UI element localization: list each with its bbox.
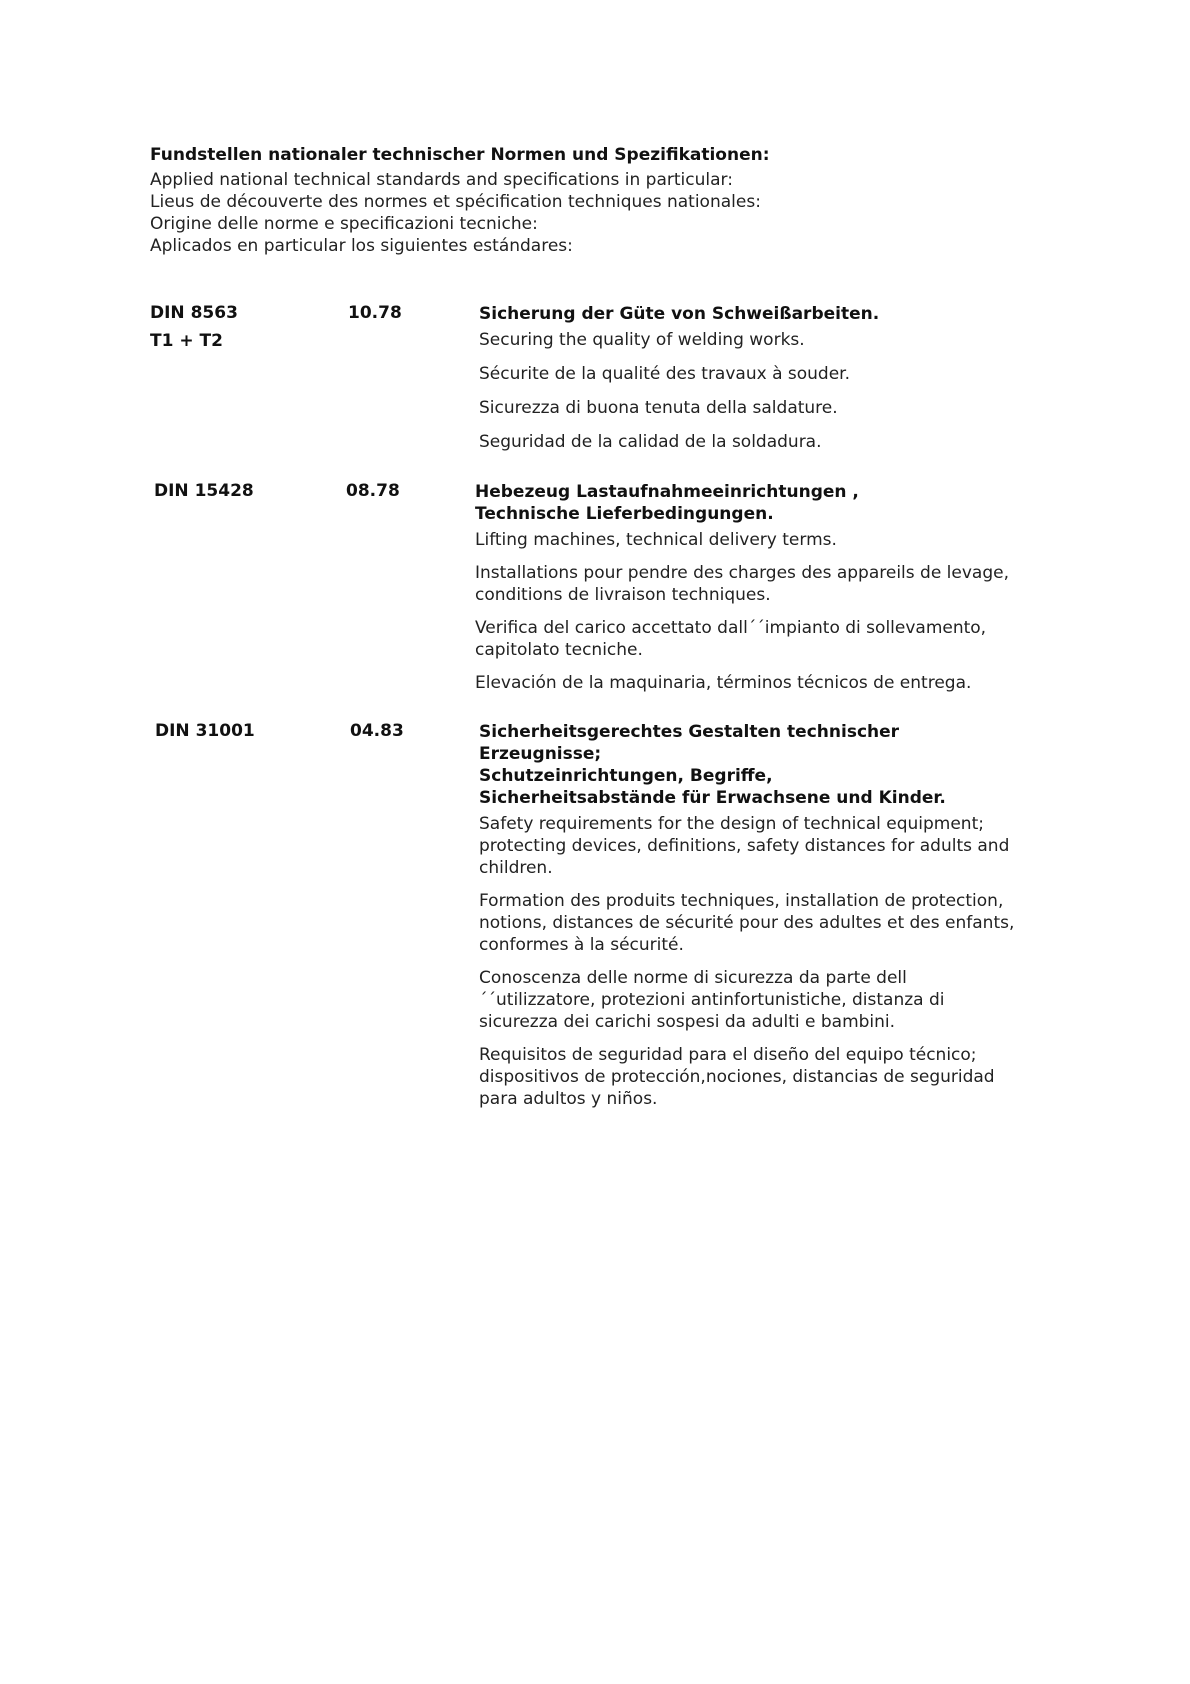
standard-code: DIN 15428 <box>154 481 254 501</box>
translation-es: Requisitos de seguridad para el diseño del equipo técnico; dispositivos de protección,nociones, distancias de seguridad para adultos y niños. <box>479 1045 995 1109</box>
translation-fr: Installations pour pendre des charges des appareils de levage, conditions de livraison techniques. <box>475 563 1009 605</box>
standard-description <box>479 303 1019 465</box>
standard-date: 04.83 <box>350 721 404 741</box>
translation-es: Elevación de la maquinaria, términos técnicos de entrega. <box>475 673 972 693</box>
standard-description <box>475 481 1015 705</box>
standard-title: Hebezeug Lastaufnahmeeinrichtungen , Technische Lieferbedingungen. <box>475 482 859 524</box>
translation-fr: Sécurite de la qualité des travaux à souder. <box>479 364 851 384</box>
heading-line-it: Origine delle norme e specificazioni tecniche: <box>150 214 538 234</box>
standard-description <box>479 721 1019 1121</box>
heading-line-en: Applied national technical standards and specifications in particular: <box>150 170 733 190</box>
translation-it: Verifica del carico accettato dall´´impianto di sollevamento, capitolato tecniche. <box>475 618 987 660</box>
translation-en: Lifting machines, technical delivery terms. <box>475 530 837 550</box>
standard-date: 08.78 <box>346 481 400 501</box>
translation-fr: Formation des produits techniques, installation de protection, notions, distances de sécurité pour des adultes et des enfants, conformes à la sécurité. <box>479 891 1015 955</box>
standard-title: Sicherung der Güte von Schweißarbeiten. <box>479 304 880 324</box>
translation-it: Conoscenza delle norme di sicurezza da parte dell´´utilizzatore, protezioni antinfortunistiche, distanza di sicurezza dei carichi sospesi da adulti e bambini. <box>479 968 945 1032</box>
standard-date: 10.78 <box>348 303 402 323</box>
translation-en: Securing the quality of welding works. <box>479 330 805 350</box>
heading-line-fr: Lieus de découverte des normes et spécification techniques nationales: <box>150 192 761 212</box>
standard-code: DIN 8563 T1 + T2 <box>150 303 238 351</box>
standards-heading <box>150 145 1050 257</box>
translation-it: Sicurezza di buona tenuta della saldature. <box>479 398 838 418</box>
translation-es: Seguridad de la calidad de la soldadura. <box>479 432 822 452</box>
standard-code: DIN 31001 <box>155 721 255 741</box>
translation-en: Safety requirements for the design of technical equipment; protecting devices, definitions, safety distances for adults and children. <box>479 814 1010 878</box>
heading-line-es: Aplicados en particular los siguientes estándares: <box>150 236 573 256</box>
heading-title: Fundstellen nationaler technischer Normen und Spezifikationen: <box>150 145 770 165</box>
standard-title: Sicherheitsgerechtes Gestalten technischer Erzeugnisse; Schutzeinrichtungen, Begriffe, Sicherheitsabstände für Erwachsene und Kinder. <box>479 722 946 808</box>
